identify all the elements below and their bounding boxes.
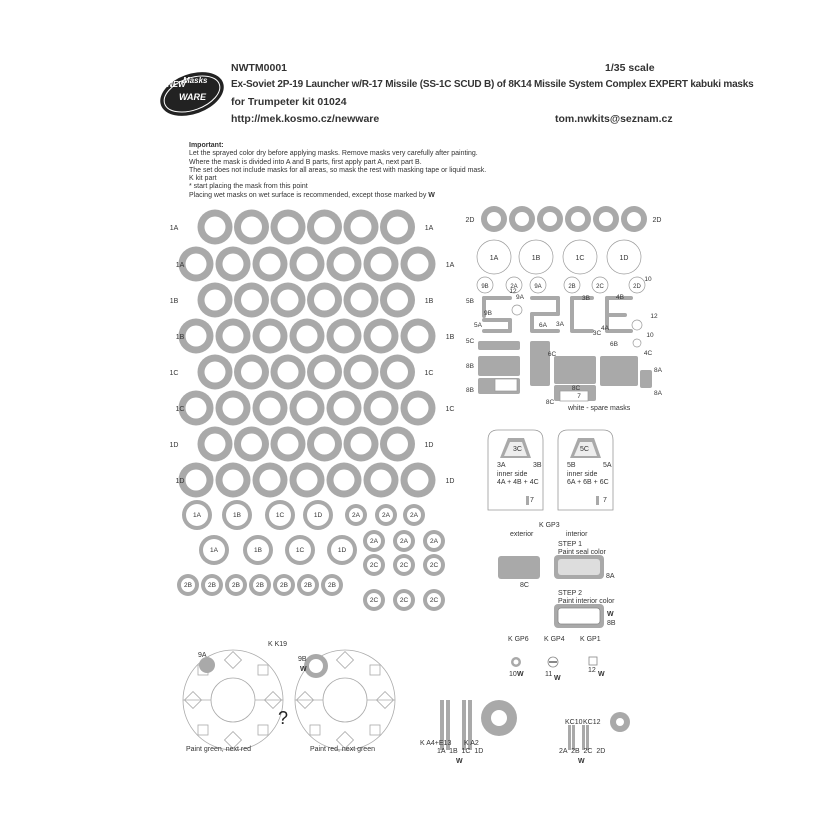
ring-hole [241,217,262,238]
important-line: Where the mask is divided into A and B parts, first apply part A, next part B. [189,158,422,166]
ring-hole [616,718,624,726]
gp1-w: W [598,671,605,678]
hub-label: 1D [337,547,347,554]
inner-side-right-text: inner side [567,471,598,478]
k19-left-caption: Paint green, next red [186,746,251,753]
panel-shape [554,356,596,384]
a4-kit-label: K A4+E13 [420,740,452,747]
ring-hole [491,710,507,726]
ring-hole [334,326,355,347]
ring-hole [487,212,501,226]
gp3-8b: 8B [607,620,616,627]
wheel-row-label: 1C [169,370,179,377]
panel-label: 1D [619,255,629,262]
k19-question: ? [278,708,289,728]
panel-shape [482,296,512,300]
c10-kit-label: KC10 [565,719,583,726]
a2-kit-label: K A2 [464,740,479,747]
hub-label: 2A [430,538,438,545]
ring-hole [278,290,299,311]
k19-9a: 9A [198,652,207,659]
ring-hole [371,326,392,347]
k19-9a-mask [199,657,215,673]
important-line: The set does not include masks for all areas, so mask the rest with masking tape or liquid mask. [189,166,487,174]
k19-right-caption: Paint red, next green [310,746,375,753]
panel-shape [605,329,633,333]
wheel-row-label: 1A [445,262,455,269]
hub-label: 1C [295,547,305,554]
ring-hole [297,254,318,275]
panel-label: 10 [646,332,654,339]
ring-hole [387,362,408,383]
ring-hole [186,254,207,275]
c10-labels: 2A 2B 2C 2D [559,748,606,755]
inner-side-left-num: 7 [530,497,534,504]
ring-hole [387,290,408,311]
a4-labels: 1A 1B 1C 1D [437,748,484,755]
c10-w: W [578,758,585,765]
panel-label: 8B [466,363,474,370]
spare-note: white - spare masks [568,405,631,412]
wheel-row-label: 1A [424,225,434,232]
c10-strip-mask [568,725,571,750]
gp4-kit-label: K GP4 [544,636,565,643]
ring-hole [627,212,641,226]
panel-label: 12 [650,313,658,320]
inner-side-right-formula: 6A + 6B + 6C [567,479,609,486]
ring-hole [371,254,392,275]
ring-hole [334,254,355,275]
inner-side-left-formula: 4A + 4B + 4C [497,479,539,486]
wheel-row-label: 1D [424,442,434,449]
gp1-kit-label: K GP1 [580,636,601,643]
c10-strip-mask [582,725,585,750]
k19-square [370,665,380,675]
hub-label: 2C [369,562,379,569]
hub-label: 1B [233,512,241,519]
inner-side-left-b: 3B [533,462,542,469]
panel-shape [570,296,574,331]
wheel-row-label: 1D [175,478,185,485]
wheel-row-label: 1C [424,370,434,377]
ring-hole [186,470,207,491]
ring-hole [351,217,372,238]
ring-hole [371,470,392,491]
ring-hole [223,326,244,347]
c10-strip-mask [572,725,575,750]
panel-label: 3B [582,295,590,302]
gp3-exterior: exterior [510,531,534,538]
k19-square [258,725,268,735]
hub-label: 2A [352,512,360,519]
gp3-step2-text: Paint interior color [558,598,615,605]
k19-square [310,725,320,735]
ring-hole [278,362,299,383]
hub-label: 1A [210,547,218,554]
panel-shape [478,341,520,350]
ring-hole [297,326,318,347]
wheel-row-label: 1C [175,406,185,413]
gp3-8a: 8A [606,573,615,580]
panel-label: 8A [654,390,662,397]
inner-side-left-a: 3A [497,462,506,469]
wheel-row-label: 1A [175,262,185,269]
ring-hole [314,434,335,455]
panel-label: 2C [596,284,604,290]
small-label: 2B [304,582,312,589]
ring-hole [186,326,207,347]
panel-label: 7 [577,393,581,400]
logo-text-3: WARE [179,92,206,102]
spare-mask [495,379,517,391]
hub-label: 2C [369,597,379,604]
panel-shape [530,296,560,300]
panel-label: 9B [481,284,489,290]
gp3-step2: STEP 2 [558,590,582,597]
panel-label: 2D [652,217,662,224]
ring-hole [260,254,281,275]
wheel-row-label: 1C [445,406,455,413]
logo-text-2: Masks [183,76,208,85]
panel-label: 1B [531,255,541,262]
ring-hole [408,470,429,491]
panel-label: 1C [575,255,585,262]
ring-hole [351,434,372,455]
ring-hole [351,290,372,311]
wheel-row-label: 1D [445,478,455,485]
panel-label: 5C [465,338,475,345]
inner-side-strip [526,496,529,505]
panel-label: 1A [489,255,499,262]
c12-kit-label: KC12 [583,719,601,726]
gp3-exterior-mask [498,556,540,579]
k19-inner-ring [211,678,255,722]
small-label: 2B [184,582,192,589]
panel-shape [640,370,652,388]
ring-hole [241,434,262,455]
panel-shape [482,318,512,322]
hub-label: 2A [400,538,408,545]
panel-shape [530,312,560,316]
gp6-kit-label: K GP6 [508,636,529,643]
important-heading: Important: [189,142,224,149]
ring-hole [241,362,262,383]
ring-hole [297,470,318,491]
gp3-kit-label: K GP3 [539,522,560,529]
panel-label: 8A [654,367,662,374]
gp3-8c: 8C [520,582,529,589]
panel-label: 8C [571,385,581,392]
wheel-row-label: 1A [169,225,179,232]
panel-shape [478,356,520,376]
gp1-mask [589,657,597,665]
ring-hole [241,290,262,311]
panel-label: 2B [568,284,576,290]
email: tom.nwkits@seznam.cz [555,113,673,125]
spare-mask [560,391,588,401]
hub-label: 1C [275,512,285,519]
hub-label: 2A [410,512,418,519]
panel-label: 9B [484,310,492,317]
small-label: 2B [208,582,216,589]
ring-hole [260,326,281,347]
ring-hole [205,362,226,383]
panel-label: 5B [466,298,474,305]
hub-label: 1B [254,547,262,554]
ring-hole [351,362,372,383]
website-url: http://mek.kosmo.cz/newware [231,113,380,125]
title-line-1: Ex-Soviet 2P-19 Launcher w/R-17 Missile (SS-1C SCUD B) of 8K14 Missile System Complex EXPERT kabuki masks [231,79,754,90]
panel-shape [570,329,594,333]
panel-label: 2A [510,284,518,290]
panel-label: 6A [539,322,547,329]
ring-hole [571,212,585,226]
panel-label: 4C [643,350,653,357]
gp3-step1-text: Paint seal color [558,549,606,556]
k19-w: W [300,666,307,673]
ring-hole [371,398,392,419]
c10-strip-mask [586,725,589,750]
ring-hole [334,470,355,491]
inner-side-right-a: 5B [567,462,576,469]
panel-label: 9A [516,294,524,301]
panel-label: 2D [465,217,475,224]
ring-hole [387,434,408,455]
important-line: K kit part [189,175,217,183]
ring-hole [408,398,429,419]
inner-side-strip [596,496,599,505]
k19-square [258,665,268,675]
panel-label: 3C [592,330,602,337]
inner-side-right-num: 7 [603,497,607,504]
logo-text-1: NEW [167,80,186,89]
ring-hole [260,398,281,419]
ring-hole [515,212,529,226]
k19-9b-mask-inner [309,659,323,673]
panel-small-circle [632,320,642,330]
gp4-w: W [554,675,561,682]
ring-hole [314,290,335,311]
k19-kit-label: K K19 [268,641,288,648]
gp3-interior-inner [558,608,600,624]
ring-hole [314,217,335,238]
panel-label: 6B [610,341,618,348]
panel-label: 4B [616,294,624,301]
gp4-slot [549,661,557,663]
ring-hole [408,254,429,275]
panel-small-circle [512,305,522,315]
ring-hole [205,290,226,311]
gp6-mask-inner [514,660,519,665]
panel-shape [605,313,627,317]
small-label: 2B [232,582,240,589]
hub-label: 2C [429,597,439,604]
wheel-row-label: 1B [175,334,185,341]
panel-label: 12 [509,288,517,295]
panel-label: 2D [633,284,641,290]
panel-label: 5A [474,322,482,329]
panel-label: 9A [534,284,542,290]
important-line: Placing wet masks on wet surface is recommended, except those marked by W [189,191,435,199]
title-line-2: for Trumpeter kit 01024 [231,96,347,108]
panel-label: 8C [545,399,555,406]
k19-9b: 9B [298,656,307,663]
inner-side-left-top: 3C [513,446,522,453]
hub-label: 1A [193,512,201,519]
small-label: 2B [328,582,336,589]
ring-hole [334,398,355,419]
panel-shape [530,341,550,386]
panel-label: 6C [547,351,557,358]
hub-label: 2C [399,597,409,604]
hub-label: 2A [382,512,390,519]
wheel-row-label: 1B [445,334,455,341]
ring-hole [543,212,557,226]
ring-hole [223,470,244,491]
ring-hole [205,434,226,455]
panel-label: 3A [556,321,564,328]
gp3-w: W [607,611,614,618]
a4-w: W [456,758,463,765]
inner-side-right-top: 5C [580,446,589,453]
ring-hole [278,434,299,455]
k19-square [370,725,380,735]
ring-hole [314,362,335,383]
hub-label: 2C [399,562,409,569]
gp3-seal-inner [558,559,600,575]
gp3-interior: interior [566,531,588,538]
panel-label: 4A [601,325,609,332]
wheel-row-label: 1D [169,442,179,449]
panel-shape [600,356,638,386]
wheel-row-label: 1B [424,298,434,305]
gp4-num: 11 [545,671,553,678]
wheel-row-label: 1B [169,298,179,305]
panel-label: 10 [644,276,652,283]
ring-hole [186,398,207,419]
hub-label: 2C [429,562,439,569]
small-label: 2B [280,582,288,589]
hub-label: 2A [370,538,378,545]
panel-shape [530,329,560,333]
gp6-w: W [517,671,524,678]
scale: 1/35 scale [605,62,655,74]
ring-hole [408,326,429,347]
k19-square [198,725,208,735]
important-line: * start placing the mask from this point [189,183,308,191]
hub-label: 1D [313,512,323,519]
ring-hole [223,254,244,275]
k19-inner-ring [323,678,367,722]
gp3-step1: STEP 1 [558,541,582,548]
inner-side-left-text: inner side [497,471,528,478]
ring-hole [297,398,318,419]
inner-side-right-b: 5A [603,462,612,469]
ring-hole [260,470,281,491]
panel-shape [482,329,512,333]
important-line: Let the sprayed color dry before applying masks. Remove masks very carefully after painting. [189,150,478,158]
ring-hole [223,398,244,419]
gp6-num: 10 [509,671,517,678]
ring-hole [599,212,613,226]
product-code: NWTM0001 [231,62,288,74]
ring-hole [387,217,408,238]
small-label: 2B [256,582,264,589]
panel-label: 8B [466,387,474,394]
ring-hole [205,217,226,238]
w-mark: W [428,191,435,199]
gp1-num: 12 [588,667,596,674]
panel-small-circle [633,339,641,347]
ring-hole [278,217,299,238]
